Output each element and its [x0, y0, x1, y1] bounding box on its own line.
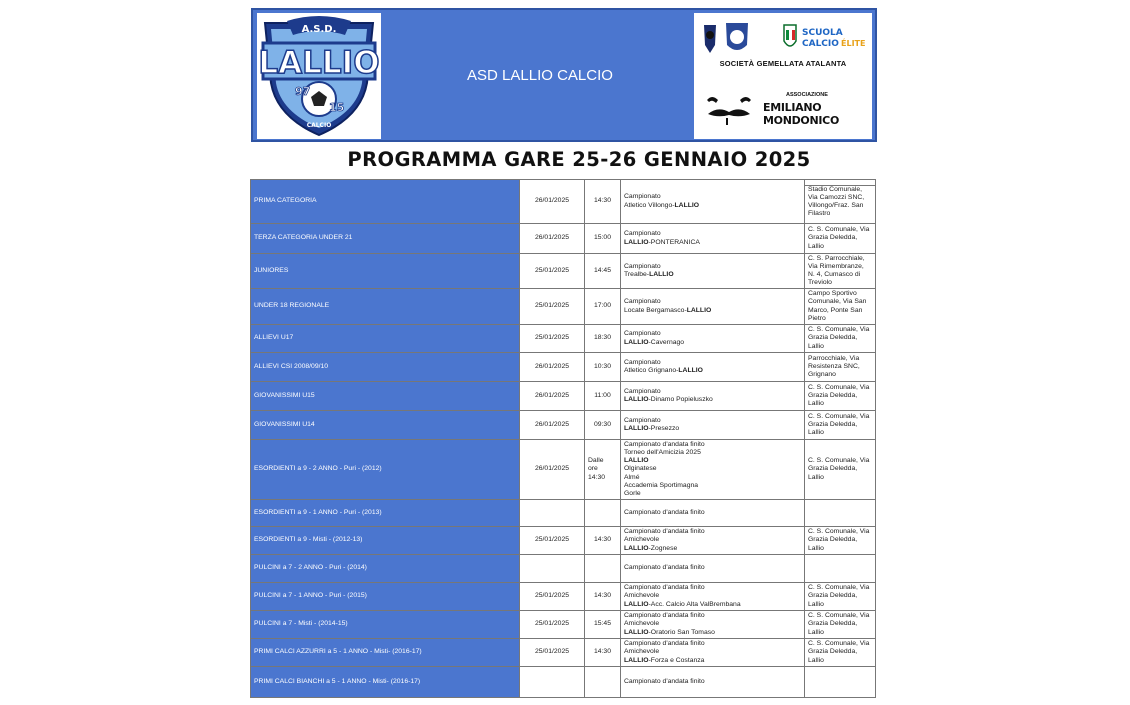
- row-time: 17:00: [585, 289, 621, 325]
- row-category: ALLIEVI U17: [251, 325, 520, 353]
- table-row: [251, 611, 876, 639]
- row-match: Campionato d'andata finito: [621, 500, 805, 527]
- schedule-table: [250, 179, 876, 698]
- row-date: 25/01/2025: [520, 254, 585, 289]
- table-row: [251, 639, 876, 667]
- row-category: UNDER 18 REGIONALE: [251, 289, 520, 325]
- table-row: [251, 667, 876, 698]
- row-venue: C. S. Comunale, Via Grazia Deledda, Lallio: [805, 611, 876, 639]
- row-match: Campionato d'andata finito Amichevole LALLIO-Zognese: [621, 527, 805, 555]
- row-match: Campionato LALLIO-Cavernago: [621, 325, 805, 353]
- row-time: 14:30: [585, 180, 621, 224]
- row-date: 25/01/2025: [520, 583, 585, 611]
- row-venue: Campo Sportivo Comunale, Via San Marco, Ponte San Pietro: [805, 289, 876, 325]
- row-date: 25/01/2025: [520, 639, 585, 667]
- row-time: [585, 500, 621, 527]
- row-date: 25/01/2025: [520, 325, 585, 353]
- svg-text:97: 97: [295, 85, 311, 98]
- row-date: 26/01/2025: [520, 440, 585, 500]
- row-match: Campionato LALLIO-Dinamo Popieluszko: [621, 382, 805, 411]
- table-row: [251, 180, 876, 224]
- club-title: ASD LALLIO CALCIO: [467, 66, 613, 84]
- table-row: [251, 411, 876, 440]
- row-date: [520, 500, 585, 527]
- row-date: 26/01/2025: [520, 180, 585, 224]
- row-venue: Stadio Comunale, Via Camozzi SNC, Villongo/Fraz. San Filastro: [805, 180, 876, 224]
- row-time: 14:30: [585, 583, 621, 611]
- table-row: [251, 527, 876, 555]
- row-date: 25/01/2025: [520, 289, 585, 325]
- row-match: Campionato d'andata finito Amichevole LALLIO-Acc. Calcio Alta ValBrembana: [621, 583, 805, 611]
- row-venue: [805, 667, 876, 698]
- row-match: Campionato d'andata finito: [621, 667, 805, 698]
- svg-text:SCUOLA: SCUOLA: [802, 28, 843, 38]
- row-venue: Parrocchiale, Via Resistenza SNC, Grignano: [805, 353, 876, 382]
- row-date: 26/01/2025: [520, 411, 585, 440]
- row-venue: C. S. Comunale, Via Grazia Deledda, Lallio: [805, 224, 876, 254]
- row-match: Campionato Locate Bergamasco-LALLIO: [621, 289, 805, 325]
- row-time: 14:45: [585, 254, 621, 289]
- row-venue: C. S. Comunale, Via Grazia Deledda, Lallio: [805, 583, 876, 611]
- row-venue: C. S. Comunale, Via Grazia Deledda, Lallio: [805, 639, 876, 667]
- row-category: PULCINI a 7 - 2 ANNO - Puri - (2014): [251, 555, 520, 583]
- row-time: [585, 667, 621, 698]
- table-row: [251, 583, 876, 611]
- row-category: TERZA CATEGORIA UNDER 21: [251, 224, 520, 254]
- row-time: 14:30: [585, 527, 621, 555]
- row-time: 14:30: [585, 639, 621, 667]
- row-category: ESORDIENTI a 9 - Misti - (2012-13): [251, 527, 520, 555]
- association-label: ASSOCIAZIONE: [786, 92, 828, 98]
- table-row: [251, 500, 876, 527]
- row-date: 26/01/2025: [520, 353, 585, 382]
- svg-text:LALLIO: LALLIO: [258, 45, 380, 81]
- row-match: Campionato d'andata finito: [621, 555, 805, 583]
- row-category: PRIMA CATEGORIA: [251, 180, 520, 224]
- row-category: ESORDIENTI a 9 - 1 ANNO - Puri - (2013): [251, 500, 520, 527]
- row-date: [520, 667, 585, 698]
- row-match: Campionato Atletico Villongo-LALLIO: [621, 180, 805, 224]
- mustache-icon: [704, 90, 754, 130]
- header-banner: [251, 8, 877, 142]
- row-venue: C. S. Comunale, Via Grazia Deledda, Lallio: [805, 411, 876, 440]
- row-category: PULCINI a 7 - 1 ANNO - Puri - (2015): [251, 583, 520, 611]
- row-match: Campionato LALLIO-PONTERANICA: [621, 224, 805, 254]
- row-time: 15:45: [585, 611, 621, 639]
- row-venue: [805, 500, 876, 527]
- club-logo: [257, 13, 381, 139]
- partners-logos: [694, 13, 872, 139]
- row-category: ALLIEVI CSI 2008/09/10: [251, 353, 520, 382]
- row-match: Campionato d'andata finito Torneo dell'Amicizia 2025 LALLIO Olginatese Almé Accademia Sportimagna Gorle: [621, 440, 805, 500]
- row-category: JUNIORES: [251, 254, 520, 289]
- table-row: [251, 224, 876, 254]
- row-match: Campionato d'andata finito Amichevole LALLIO-Oratorio San Tomaso: [621, 611, 805, 639]
- row-time: 09:30: [585, 411, 621, 440]
- table-row: [251, 289, 876, 325]
- partner-badges: [700, 21, 866, 57]
- row-venue: C. S. Parrocchiale, Via Rimembranze, N. 4, Cumasco di Treviolo: [805, 254, 876, 289]
- svg-text:15: 15: [329, 101, 345, 114]
- row-match: Campionato LALLIO-Presezzo: [621, 411, 805, 440]
- gemellata-label: SOCIETÀ GEMELLATA ATALANTA: [719, 59, 847, 68]
- table-row: [251, 555, 876, 583]
- row-category: ESORDIENTI a 9 - 2 ANNO - Puri - (2012): [251, 440, 520, 500]
- row-venue: [805, 555, 876, 583]
- row-venue: C. S. Comunale, Via Grazia Deledda, Lallio: [805, 440, 876, 500]
- page-title: PROGRAMMA GARE 25-26 GENNAIO 2025: [347, 148, 811, 171]
- table-row: [251, 353, 876, 382]
- row-venue: C. S. Comunale, Via Grazia Deledda, Lallio: [805, 527, 876, 555]
- row-time: [585, 555, 621, 583]
- row-date: 26/01/2025: [520, 382, 585, 411]
- table-row: [251, 254, 876, 289]
- row-match: Campionato d'andata finito Amichevole LALLIO-Forza e Costanza: [621, 639, 805, 667]
- row-date: 25/01/2025: [520, 527, 585, 555]
- row-time: 11:00: [585, 382, 621, 411]
- table-row: [251, 440, 876, 500]
- row-time: 15:00: [585, 224, 621, 254]
- table-row: [251, 325, 876, 353]
- row-category: GIOVANISSIMI U14: [251, 411, 520, 440]
- table-row: [251, 382, 876, 411]
- row-time: Dalle ore 14:30: [585, 440, 621, 500]
- row-match: Campionato Atletico Grignano-LALLIO: [621, 353, 805, 382]
- row-date: [520, 555, 585, 583]
- row-venue: C. S. Comunale, Via Grazia Deledda, Lallio: [805, 382, 876, 411]
- row-time: 18:30: [585, 325, 621, 353]
- svg-text:CALCIO: CALCIO: [802, 39, 839, 49]
- row-category: GIOVANISSIMI U15: [251, 382, 520, 411]
- row-category: PRIMI CALCI AZZURRI a 5 - 1 ANNO - Misti- (2016-17): [251, 639, 520, 667]
- row-venue: C. S. Comunale, Via Grazia Deledda, Lallio: [805, 325, 876, 353]
- row-category: PULCINI a 7 - Misti - (2014-15): [251, 611, 520, 639]
- svg-text:CALCIO: CALCIO: [306, 122, 332, 129]
- svg-text:ÉLITE: ÉLITE: [841, 39, 866, 48]
- row-time: 10:30: [585, 353, 621, 382]
- svg-text:A.S.D.: A.S.D.: [301, 24, 337, 35]
- row-category: PRIMI CALCI BIANCHI a 5 - 1 ANNO - Misti- (2016-17): [251, 667, 520, 698]
- row-date: 25/01/2025: [520, 611, 585, 639]
- row-match: Campionato Trealbe-LALLIO: [621, 254, 805, 289]
- association-name: EMILIANO MONDONICO: [763, 101, 840, 127]
- row-date: 26/01/2025: [520, 224, 585, 254]
